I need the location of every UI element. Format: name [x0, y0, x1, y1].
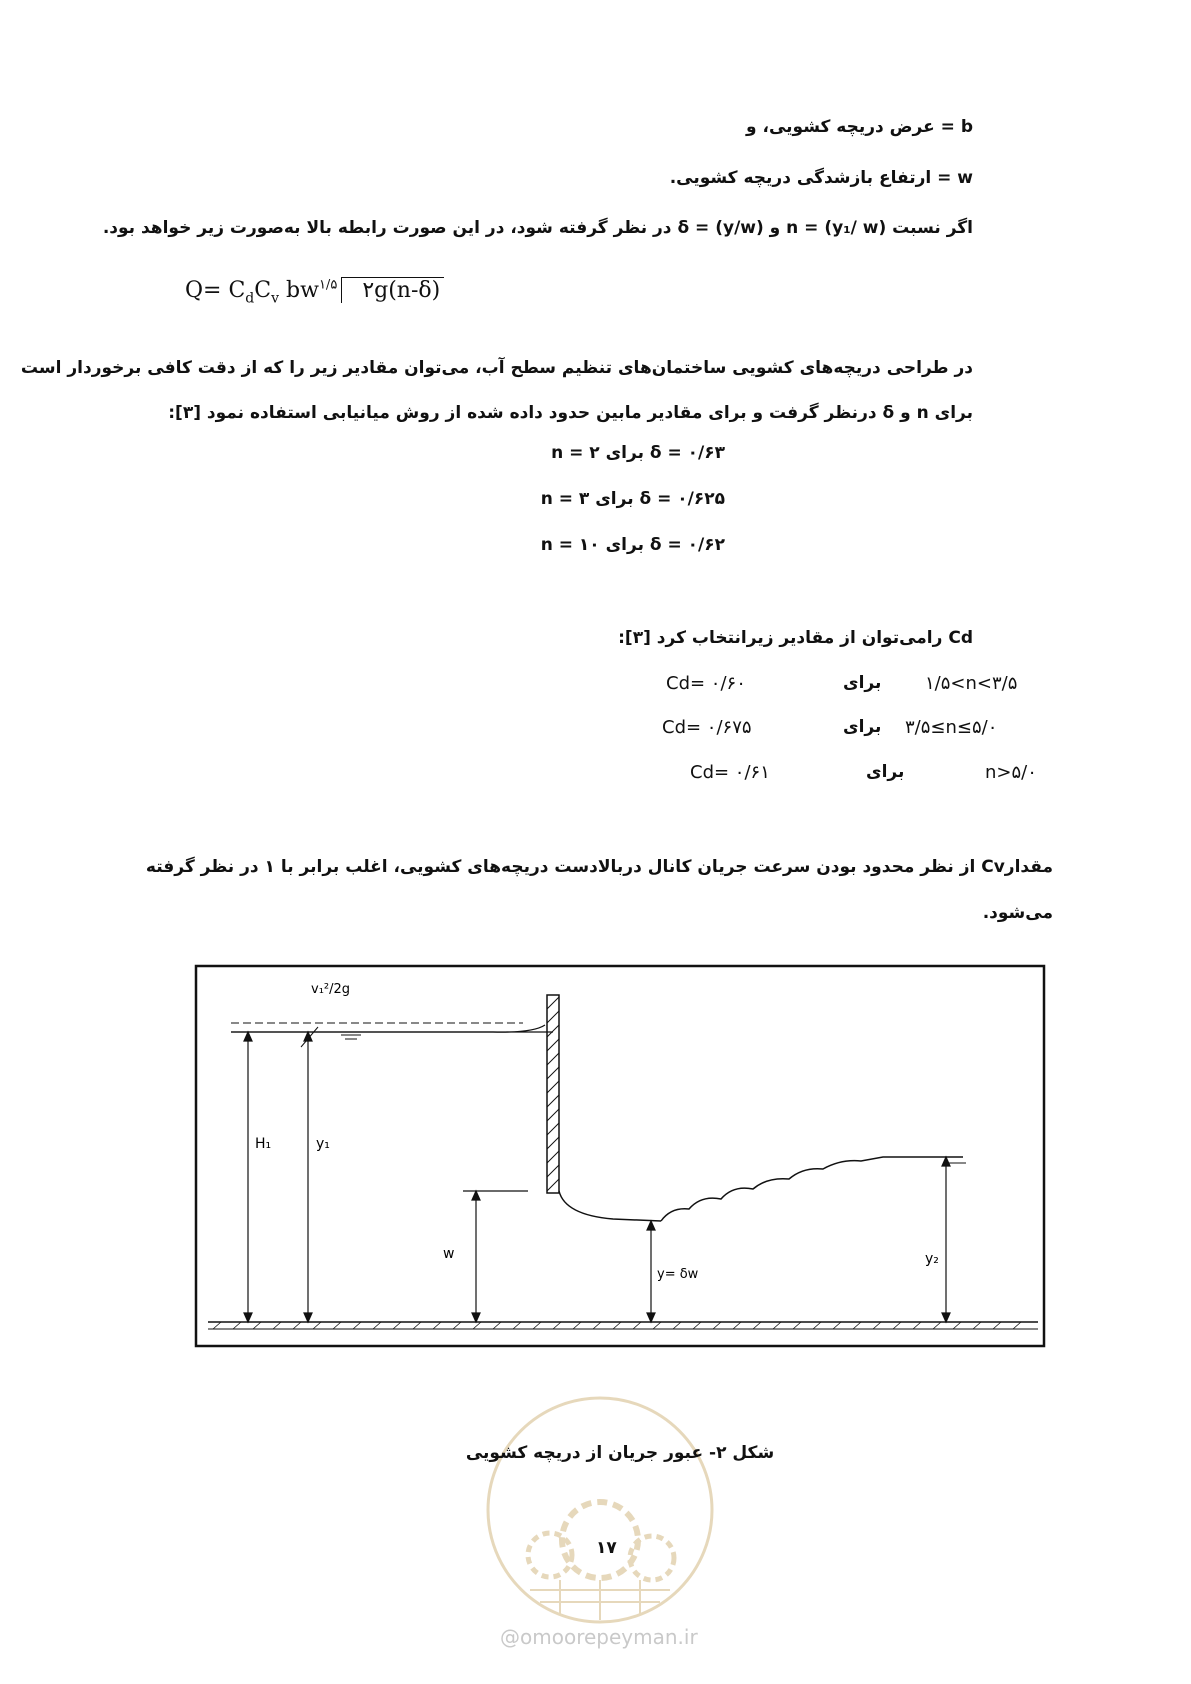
watermark-url: @omoorepeyman.ir	[500, 1625, 698, 1649]
cv-paragraph-line2: می‌شود.	[982, 903, 1053, 923]
paragraph1-line1: در طراحی دریچه‌های کشویی ساختمان‌های تنظیم سطح آب، می‌توان مقادیر زیر را که از دقت کافی برخوردار است	[20, 358, 973, 378]
y-delta-w-label: y= δw	[657, 1267, 699, 1282]
cd-range: n>۵/۰	[985, 762, 1037, 783]
cd-value: Cd= ۰/۶۱	[690, 762, 770, 783]
velocity-head-label: v₁²/2g	[311, 982, 351, 997]
cv-paragraph-line1: مقدارCv از نظر محدود بودن سرعت جریان کانال دربالادست دریچه‌های کشویی، اغلب برابر با ۱ در نظر گرفته	[145, 857, 1053, 877]
cd-value: Cd= ۰/۶۰	[666, 673, 746, 694]
cd-label: برای	[866, 762, 905, 782]
cd-range: ۳/۵≤n≤۵/۰	[905, 717, 998, 738]
w-label: w	[443, 1246, 455, 1262]
figure-caption: شکل ۲- عبور جریان از دریچه کشویی	[465, 1443, 775, 1463]
h1-label: H₁	[255, 1136, 272, 1152]
cd-label: برای	[843, 717, 882, 737]
delta-value-row: δ = ۰/۶۲ برای n = ۱۰	[540, 535, 725, 555]
page-number: ۱۷	[596, 1538, 617, 1558]
paragraph1-line2: برای n و δ درنظر گرفت و برای مقادیر مابین حدود داده شده از روش میانیابی استفاده نمود [۳]:	[168, 403, 973, 423]
y1-label: y₁	[316, 1136, 330, 1152]
watermark-seal	[480, 1390, 720, 1630]
ratio-definition: اگر نسبت n = (y₁/ w) و δ = (y/w) در نظر گرفته شود، در این صورت رابطه بالا به‌صورت زیر خواهد بود.	[102, 218, 973, 238]
cd-value: Cd= ۰/۶۷۵	[662, 717, 752, 738]
delta-value-row: δ = ۰/۶۲۵ برای n = ۳	[540, 489, 725, 509]
definition-w: w = ارتفاع بازشدگی دریچه کشویی.	[669, 168, 973, 188]
cd-range: ۱/۵<n<۳/۵	[925, 673, 1018, 694]
y2-label: y₂	[925, 1251, 939, 1267]
cd-intro: Cd رامی‌توان از مقادیر زیرانتخاب کرد [۳]:	[618, 628, 973, 648]
definition-b: b = عرض دریچه کشویی، و	[746, 117, 973, 137]
delta-value-row: δ = ۰/۶۳ برای n = ۲	[551, 443, 725, 463]
sluice-gate-figure	[193, 963, 1053, 1355]
cd-label: برای	[843, 673, 882, 693]
discharge-formula: $Q= C_dC_v$ $bw^{۱/۵}$ ۲g(n-δ)	[185, 277, 444, 306]
bed-hatching	[213, 1322, 1021, 1329]
sqrt-term: ۲g(n-δ)	[341, 277, 444, 303]
